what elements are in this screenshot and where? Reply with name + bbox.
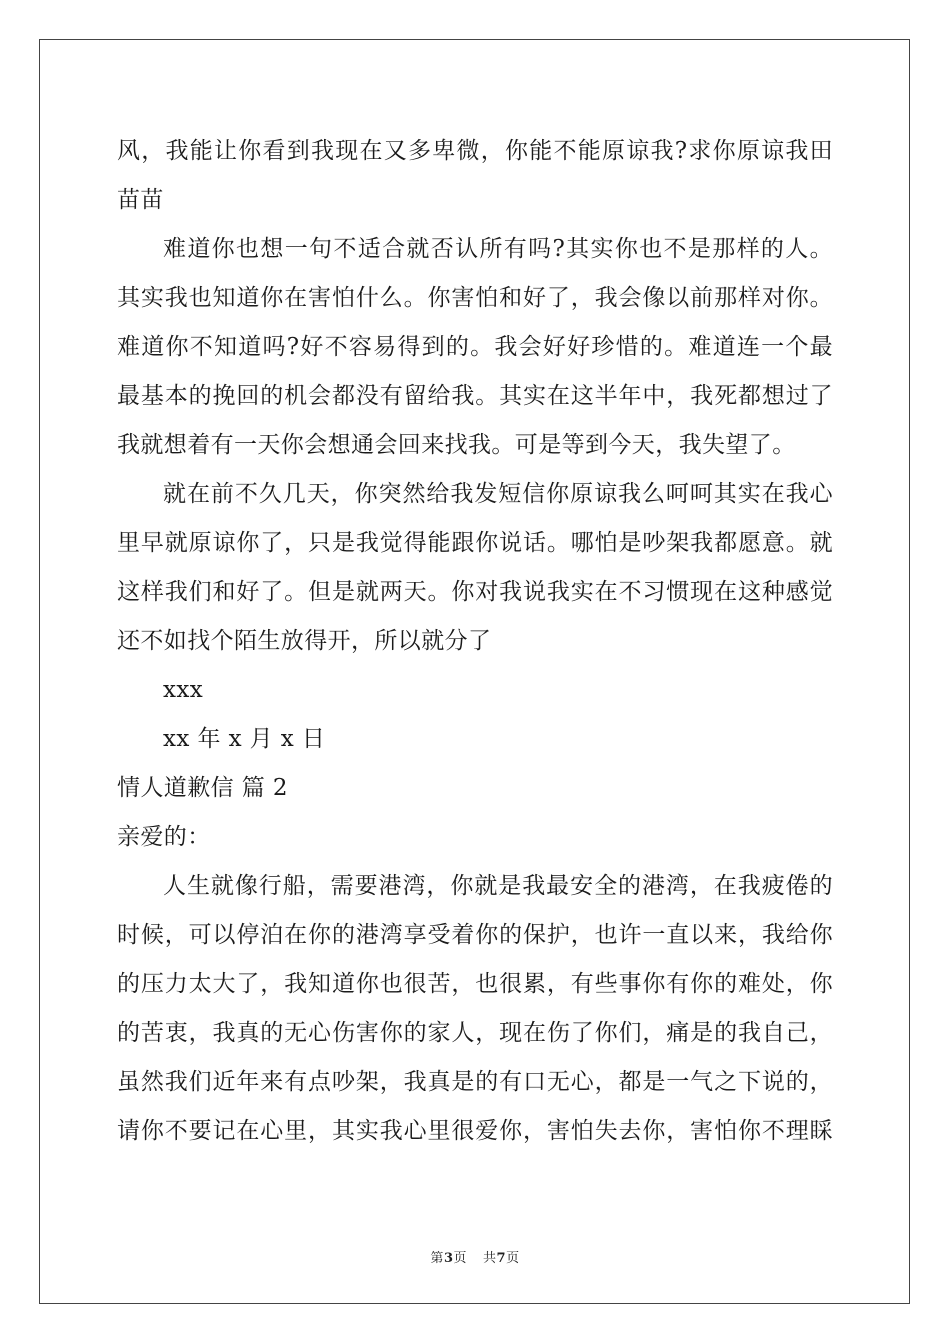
- text-line: 苗苗: [117, 187, 164, 213]
- total-page-count: 7: [496, 1251, 507, 1266]
- paragraph-start-line: 就在前不久几天，你突然给我发短信你原谅我么呵呵其实在我心: [163, 481, 833, 507]
- letter-date: xx 年 x 月 x 日: [163, 726, 326, 752]
- text-line: 这样我们和好了。但是就两天。你对我说我实在不习惯现在这种感觉: [117, 579, 833, 605]
- current-page-number: 3: [443, 1251, 454, 1266]
- text-line: 请你不要记在心里，其实我心里很爱你，害怕失去你，害怕你不理睬: [117, 1118, 833, 1144]
- text-line: 风，我能让你看到我现在又多卑微，你能不能原谅我?求你原谅我田: [117, 138, 833, 164]
- page-footer: [0, 1247, 950, 1266]
- text-line: 还不如找个陌生放得开，所以就分了: [117, 628, 492, 654]
- document-body: [117, 127, 833, 1156]
- signature: xxx: [163, 677, 204, 703]
- letter-salutation: 亲爱的：: [117, 824, 211, 850]
- text-line: 最基本的挽回的机会都没有留给我。其实在这半年中，我死都想过了: [117, 383, 833, 409]
- text-line: 虽然我们近年来有点吵架，我真是的有口无心，都是一气之下说的，: [117, 1069, 833, 1095]
- text-line: 时候，可以停泊在你的港湾享受着你的保护，也许一直以来，我给你: [117, 922, 833, 948]
- text-line: 的压力太大了，我知道你也很苦，也很累，有些事你有你的难处，你: [117, 971, 833, 997]
- text-line: 其实我也知道你在害怕什么。你害怕和好了，我会像以前那样对你。: [117, 285, 833, 311]
- page-prefix: 第: [430, 1251, 444, 1266]
- total-prefix: 共: [483, 1251, 497, 1266]
- text-line: 我就想着有一天你会想通会回来找我。可是等到今天，我失望了。: [117, 432, 796, 458]
- section-heading: 情人道歉信 篇 2: [117, 775, 288, 801]
- paragraph-start-line: 人生就像行船，需要港湾，你就是我最安全的港湾，在我疲倦的: [163, 873, 833, 899]
- text-line: 难道你不知道吗?好不容易得到的。我会好好珍惜的。难道连一个最: [117, 334, 833, 360]
- page-suffix: 页: [453, 1251, 467, 1266]
- text-line: 的苦衷，我真的无心伤害你的家人，现在伤了你们，痛是的我自己，: [117, 1020, 833, 1046]
- paragraph-start-line: 难道你也想一句不适合就否认所有吗?其实你也不是那样的人。: [163, 236, 833, 262]
- text-line: 里早就原谅你了，只是我觉得能跟你说话。哪怕是吵架我都愿意。就: [117, 530, 833, 556]
- total-suffix: 页: [506, 1251, 520, 1266]
